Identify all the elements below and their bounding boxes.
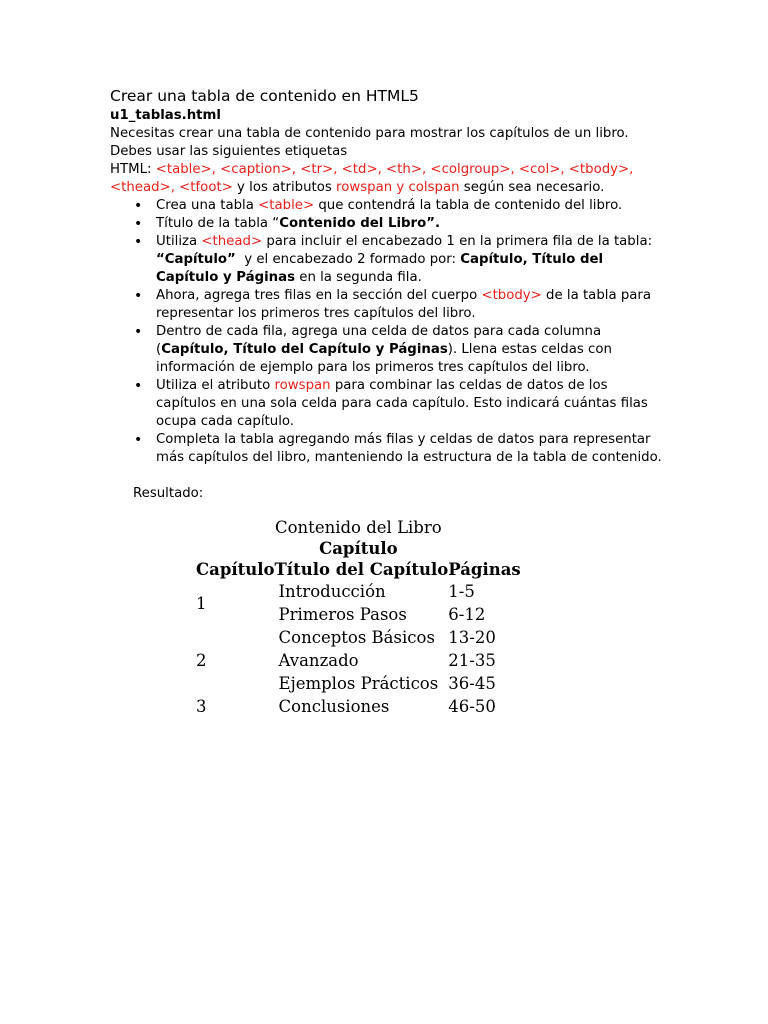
- task-item: [110, 197, 670, 215]
- pages-cell: 46-50: [448, 697, 496, 716]
- title-cell: Avanzado: [278, 651, 359, 670]
- header-row-2: [196, 559, 521, 580]
- task-text: Dentro de cada fila, agrega una celda de datos para cada columna (: [156, 324, 602, 357]
- bold-text: “Capítulo”: [156, 252, 236, 267]
- task-text: Crea una tabla: [156, 198, 259, 213]
- tag-highlight: <tbody>: [481, 288, 542, 303]
- task-item: [110, 377, 670, 431]
- chapter-cell: 1: [196, 593, 207, 613]
- filename-label: u1_tablas.html: [110, 108, 221, 123]
- task-text: para incluir el encabezado 1 en la primera fila de la tabla:: [262, 234, 653, 249]
- task-text: que contendrá la tabla de contenido del libro.: [314, 198, 623, 213]
- header-chapter-group: Capítulo: [319, 539, 398, 558]
- bold-text: Capítulo, Título del Capítulo y Páginas: [161, 342, 448, 357]
- intro-text: Necesitas crear una tabla de contenido para mostrar los capítulos de un libro. Debes usar las siguientes etiquetas: [110, 126, 629, 159]
- table-head: [196, 538, 521, 580]
- title-cell: Ejemplos Prácticos: [278, 674, 439, 693]
- table-body: [196, 580, 521, 718]
- task-item: [110, 431, 670, 467]
- task-text: de la tabla para representar los primeros tres capítulos del libro.: [156, 288, 652, 321]
- task-text: Utiliza el atributo: [156, 378, 275, 393]
- task-text: Ahora, agrega tres filas en la sección del cuerpo: [156, 288, 482, 303]
- title-cell: Primeros Pasos: [278, 605, 407, 624]
- header-title: Título del Capítulo: [274, 560, 449, 579]
- table-caption: Contenido del Libro: [275, 518, 442, 537]
- result-table: [196, 516, 521, 718]
- tag-highlight: <thead>: [201, 234, 263, 249]
- tags-list: <table>, <caption>, <tr>, <td>, <th>, <colgroup>, <col>, <tbody>, <thead>, <tfoot>: [110, 162, 634, 195]
- pages-cell: 1-5: [448, 582, 475, 601]
- pages-cell: 36-45: [448, 674, 496, 693]
- attributes-list: rowspan y colspan: [336, 180, 460, 195]
- document-title: Crear una tabla de contenido en HTML5: [110, 87, 419, 105]
- title-cell: Conclusiones: [278, 697, 390, 716]
- chapter-cell: 3: [196, 697, 207, 716]
- header-row-1: [196, 538, 521, 559]
- table-row: [196, 626, 521, 649]
- task-text: Título de la tabla “: [156, 216, 280, 231]
- tag-highlight: <table>: [258, 198, 315, 213]
- task-text: Utiliza: [156, 234, 202, 249]
- result-label: Resultado:: [133, 486, 204, 501]
- table-row: [196, 695, 521, 718]
- task-text: Completa la tabla agregando más filas y celdas de datos para representar más capítulos del libro, manteniendo la estructura de la tabla de contenido.: [156, 432, 662, 465]
- header-chapter: Capítulo: [196, 560, 275, 579]
- instructions-section: [110, 86, 670, 503]
- pages-cell: 13-20: [448, 628, 496, 647]
- bold-text: Contenido del Libro”.: [279, 216, 440, 231]
- attributes-suffix: según sea necesario.: [459, 180, 605, 195]
- attributes-text: y los atributos: [232, 180, 337, 195]
- task-item: [110, 287, 670, 323]
- task-item: [110, 215, 670, 233]
- title-cell: Conceptos Básicos: [278, 628, 435, 647]
- table-row: [196, 580, 521, 603]
- task-item: [110, 323, 670, 377]
- task-text: en la segunda fila.: [295, 270, 422, 285]
- task-text: para combinar las celdas de datos de los capítulos en una sola celda para cada capítulo. Esto indicará cuántas filas ocupa cada capítulo.: [156, 378, 648, 429]
- header-pages: Páginas: [448, 560, 521, 579]
- title-cell: Introducción: [278, 582, 386, 601]
- bold-text: Capítulo, Título del Capítulo y Páginas: [156, 252, 604, 285]
- tag-highlight: rowspan: [274, 378, 331, 393]
- task-item: [110, 233, 670, 287]
- result-table-container: [196, 516, 521, 718]
- html-prefix: HTML:: [110, 162, 156, 177]
- task-text: y el encabezado 2 formado por:: [235, 252, 461, 267]
- task-list: [110, 197, 670, 467]
- pages-cell: 21-35: [448, 651, 496, 670]
- task-text: ). Llena estas celdas con información de ejemplo para los primeros tres capítulos del libro.: [156, 342, 612, 375]
- pages-cell: 6-12: [448, 605, 486, 624]
- intro-paragraph: [110, 125, 670, 197]
- chapter-cell: 2: [196, 651, 207, 670]
